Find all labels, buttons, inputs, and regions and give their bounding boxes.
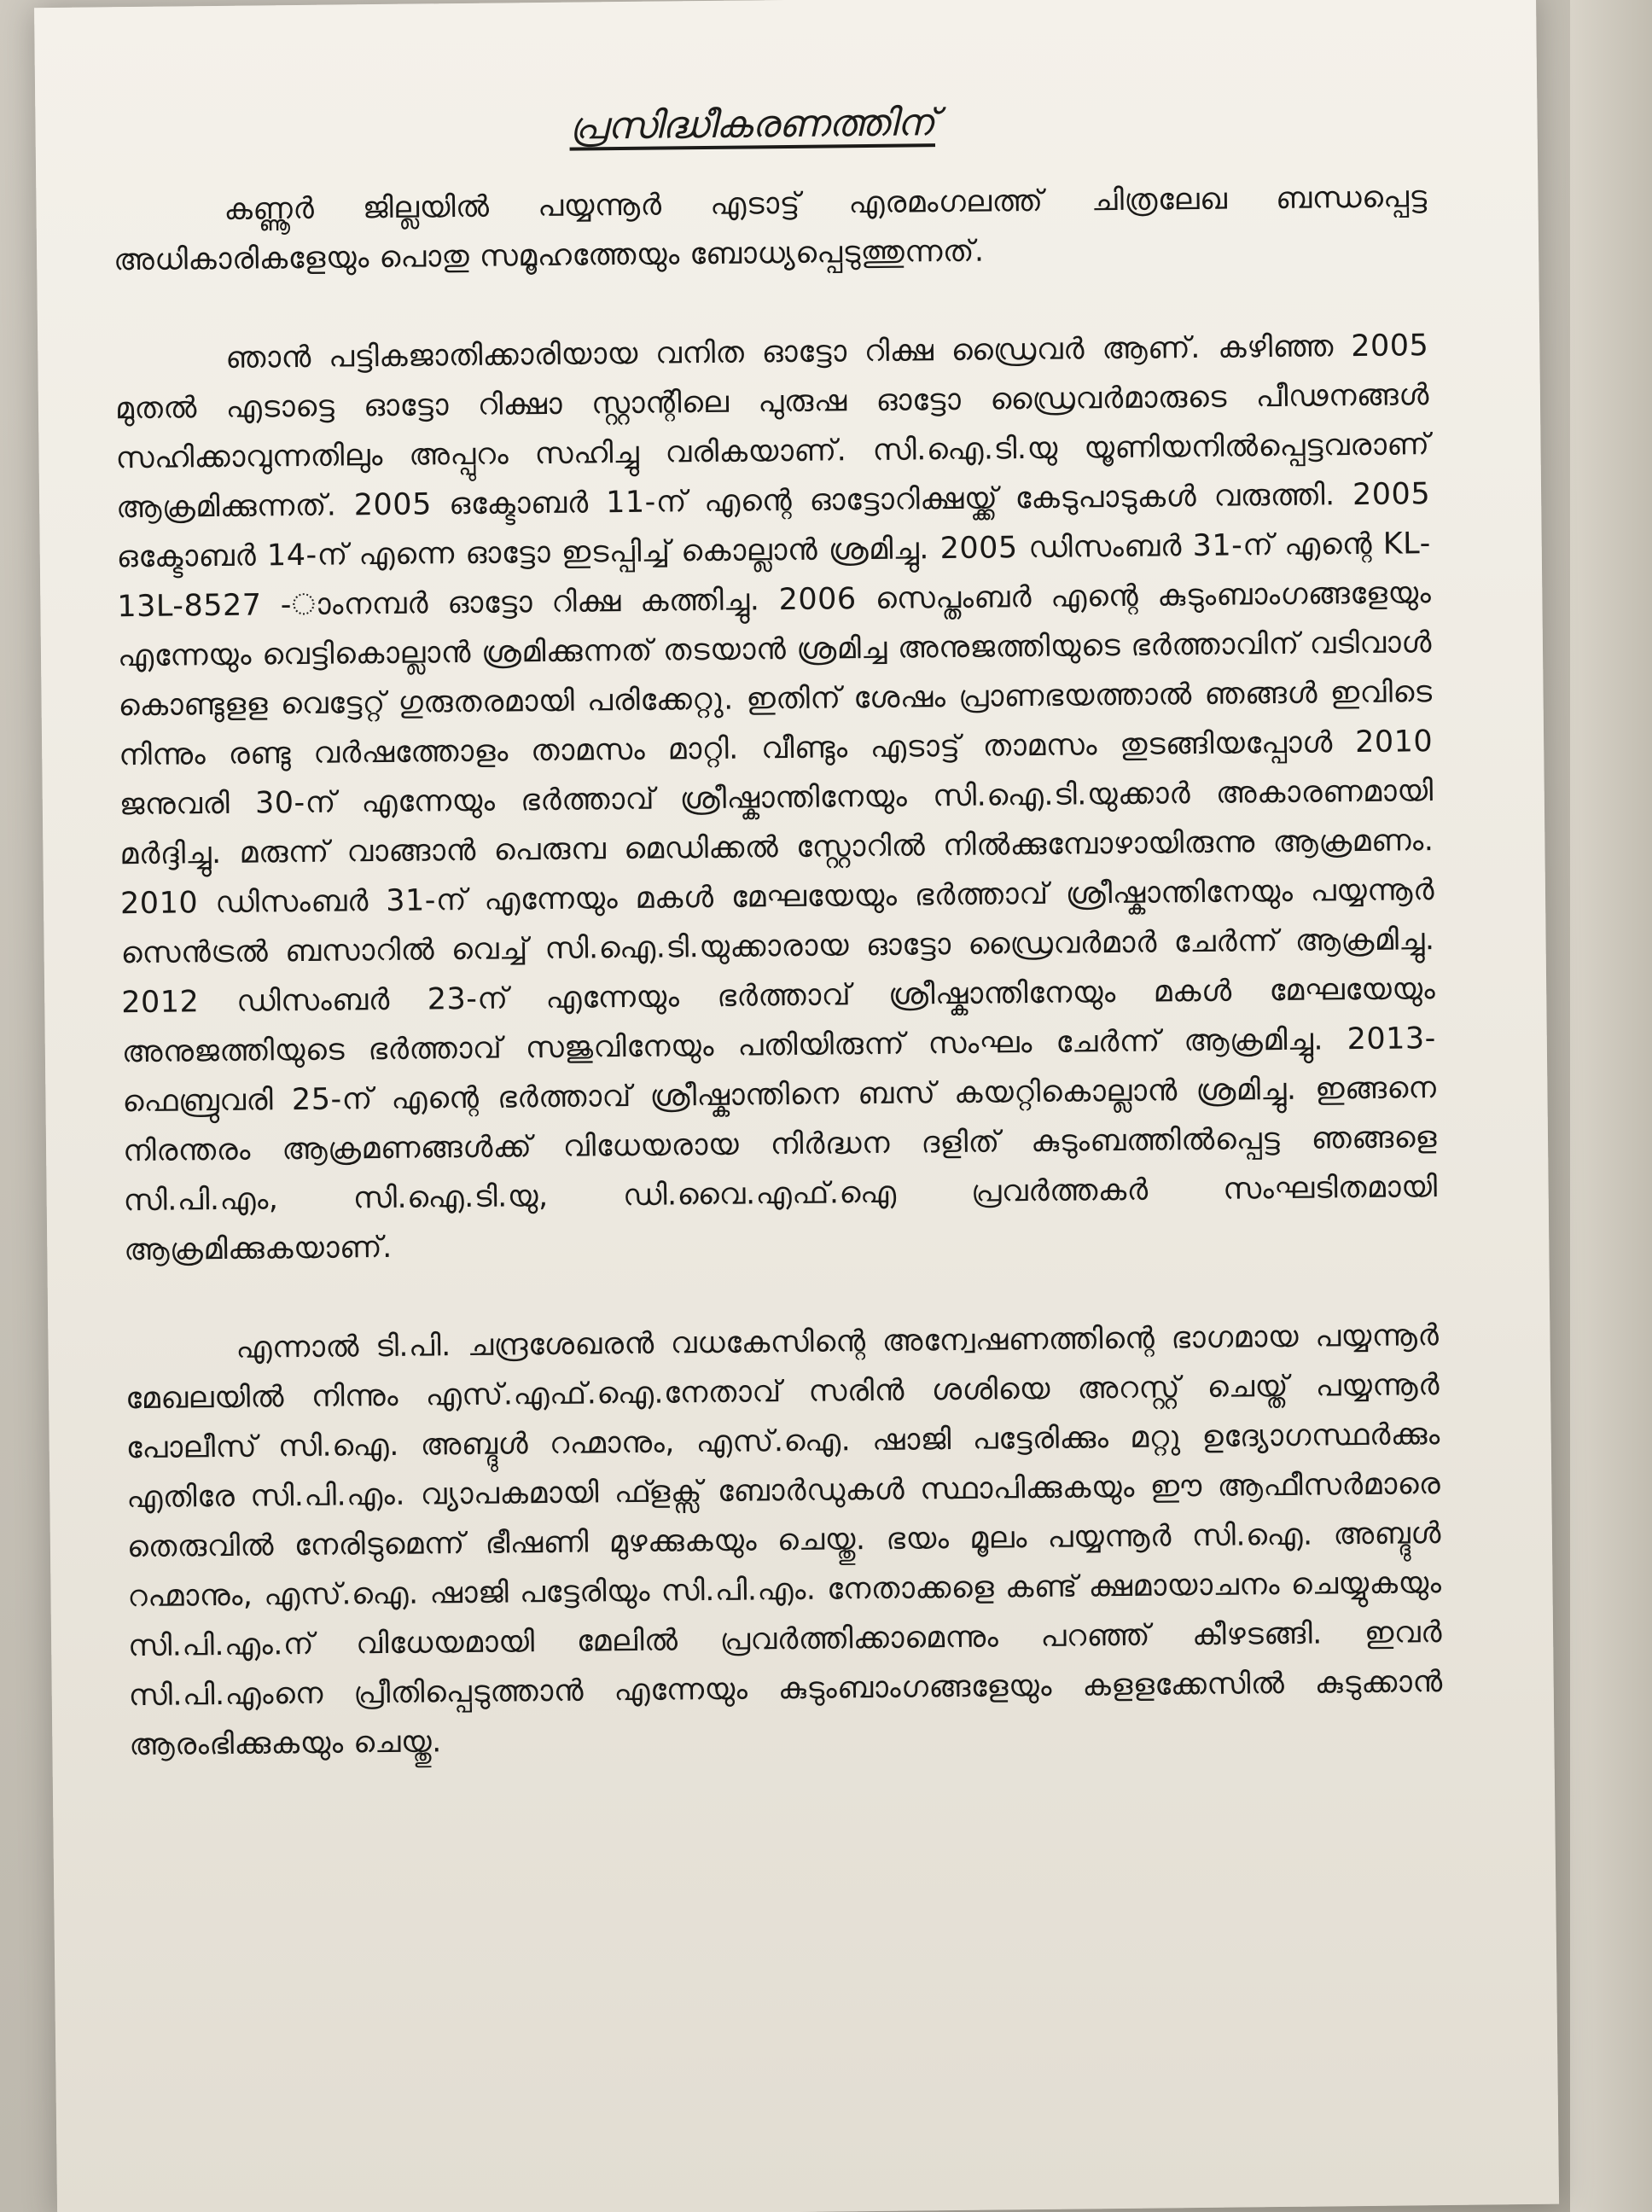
paragraph-2: ഞാൻ പട്ടികജാതിക്കാരിയായ വനിത ഓട്ടോ റിക്ഷ ഡ്രൈവർ ആണ്. കഴിഞ്ഞ 2005 മുതൽ എടാട്ടെ ഓട്ടോ റിക്ഷാ സ്റ്റാന്റിലെ പുരുഷ ഓട്ടോ ഡ്രൈവർമാരുടെ പീഢനങ്ങൾ സഹിക്കാവുന്നതിലും അപ്പുറം സഹിച്ചു വരികയാണ്. സി.ഐ.ടി.യു യൂണിയനിൽപ്പെട്ടവരാണ് ആക്രമിക്കുന്നത്. 2005 ഒക്ടോബർ 11-ന് എന്റെ ഓട്ടോറിക്ഷയ്ക്ക് കേടുപാടുകൾ വരുത്തി. 2005 ഒക്ടോബർ 14-ന് എന്നെ ഓട്ടോ ഇടപ്പിച്ച് കൊല്ലാൻ ശ്രമിച്ചു. 2005 ഡിസംബർ 31-ന് എന്റെ KL-13L-8527 -ാംനമ്പർ ഓട്ടോ റിക്ഷ കത്തിച്ചു. 2006 സെപ്തംബർ എന്റെ കുടുംബാംഗങ്ങളേയും എന്നേയും വെട്ടികൊല്ലാൻ ശ്രമിക്കുന്നത് തടയാൻ ശ്രമിച്ച അനുജത്തിയുടെ ഭർത്താവിന് വടിവാൾ കൊണ്ടുളള വെട്ടേറ്റ് ഗുരുതരമായി പരിക്കേറ്റു. ഇതിന് ശേഷം പ്രാണഭയത്താൽ ഞങ്ങൾ ഇവിടെ നിന്നും രണ്ടു വർഷത്തോളം താമസം മാറ്റി. വീണ്ടും എടാട്ട് താമസം തുടങ്ങിയപ്പോൾ 2010 ജനുവരി 30-ന് എന്നേയും ഭർത്താവ് ശ്രീഷ്കാന്തിനേയും സി.ഐ.ടി.യുക്കാർ അകാരണമായി മർദ്ദിച്ചു. മരുന്ന് വാങ്ങാൻ പെരുമ്പ മെഡിക്കൽ സ്റ്റോറിൽ നിൽക്കുമ്പോഴായിരുന്നു ആക്രമണം. 2010 ഡിസംബർ 31-ന് എന്നേയും മകൾ മേഘയേയും ഭർത്താവ് ശ്രീഷ്കാന്തിനേയും പയ്യന്നൂർ സെൻട്രൽ ബസാറിൽ വെച്ച് സി.ഐ.ടി.യുക്കാരായ ഓട്ടോ ഡ്രൈവർമാർ ചേർന്ന് ആക്രമിച്ചു. 2012 ഡിസംബർ 23-ന് എന്നേയും ഭർത്താവ് ശ്രീഷ്കാന്തിനേയും മകൾ മേഘയേയും അനുജത്തിയുടെ ഭർത്താവ് സജുവിനേയും പതിയിരുന്ന് സംഘം ചേർന്ന് ആക്രമിച്ചു. 2013- ഫെബ്രുവരി 25-ന് എന്റെ ഭർത്താവ് ശ്രീഷ്കാന്തിനെ ബസ് കയറ്റികൊല്ലാൻ ശ്രമിച്ചു. ഇങ്ങനെ നിരന്തരം ആക്രമണങ്ങൾക്ക് വിധേയരായ നിർദ്ധന ദളിത് കുടുംബത്തിൽപ്പെട്ട ഞങ്ങളെ സി.പി.എം, സി.ഐ.ടി.യു, ഡി.വൈ.എഫ്.ഐ പ്രവർത്തകർ സംഘടിതമായി ആക്രമിക്കുകയാണ്. bbox=[114, 329, 1438, 1268]
document-page bbox=[34, 0, 1559, 2212]
background-edge bbox=[1570, 0, 1652, 2212]
document-body bbox=[113, 172, 1444, 1819]
paragraph-1: കണ്ണൂർ ജില്ലയിൽ പയ്യന്നൂർ എടാട്ട് എരമംഗലത്ത് ചിത്രലേഖ ബന്ധപ്പെട്ട അധികാരികളേയും പൊതു സമൂഹത്തേയും ബോധ്യപ്പെടുത്തുന്നത്. bbox=[113, 180, 1428, 278]
document-title: പ്രസിദ്ധീകരണത്തിന് bbox=[569, 101, 935, 148]
paragraph-3: എന്നാൽ ടി.പി. ചന്ദ്രശേഖരൻ വധകേസിന്റെ അന്വേഷണത്തിന്റെ ഭാഗമായ പയ്യന്നൂർ മേഖലയിൽ നിന്നും എസ്.എഫ്.ഐ.നേതാവ് സരിൻ ശശിയെ അറസ്റ്റ് ചെയ്ത് പയ്യന്നൂർ പോലീസ് സി.ഐ. അബ്ദുൾ റഹ്മാനും, എസ്.ഐ. ഷാജി പട്ടേരിക്കും മറ്റു ഉദ്യോഗസ്ഥർക്കും എതിരേ സി.പി.എം. വ്യാപകമായി ഫ്ളക്സ് ബോർഡുകൾ സ്ഥാപിക്കുകയും ഈ ആഫീസർമാരെ തെരുവിൽ നേരിടുമെന്ന് ഭീഷണി മുഴക്കുകയും ചെയ്തു. ഭയം മൂലം പയ്യന്നൂർ സി.ഐ. അബ്ദുൾ റഹ്മാനും, എസ്.ഐ. ഷാജി പട്ടേരിയും സി.പി.എം. നേതാക്കളെ കണ്ട് ക്ഷമായാചനം ചെയ്യുകയും സി.പി.എം.ന് വിധേയമായി മേലിൽ പ്രവർത്തിക്കാമെന്നും പറഞ്ഞ് കീഴടങ്ങി. ഇവർ സി.പി.എംനെ പ്രീതിപ്പെടുത്താൻ എന്നേയും കുടുംബാംഗങ്ങളേയും കളളക്കേസിൽ കുടുക്കാൻ ആരംഭിക്കുകയും ചെയ്തു. bbox=[125, 1318, 1443, 1763]
